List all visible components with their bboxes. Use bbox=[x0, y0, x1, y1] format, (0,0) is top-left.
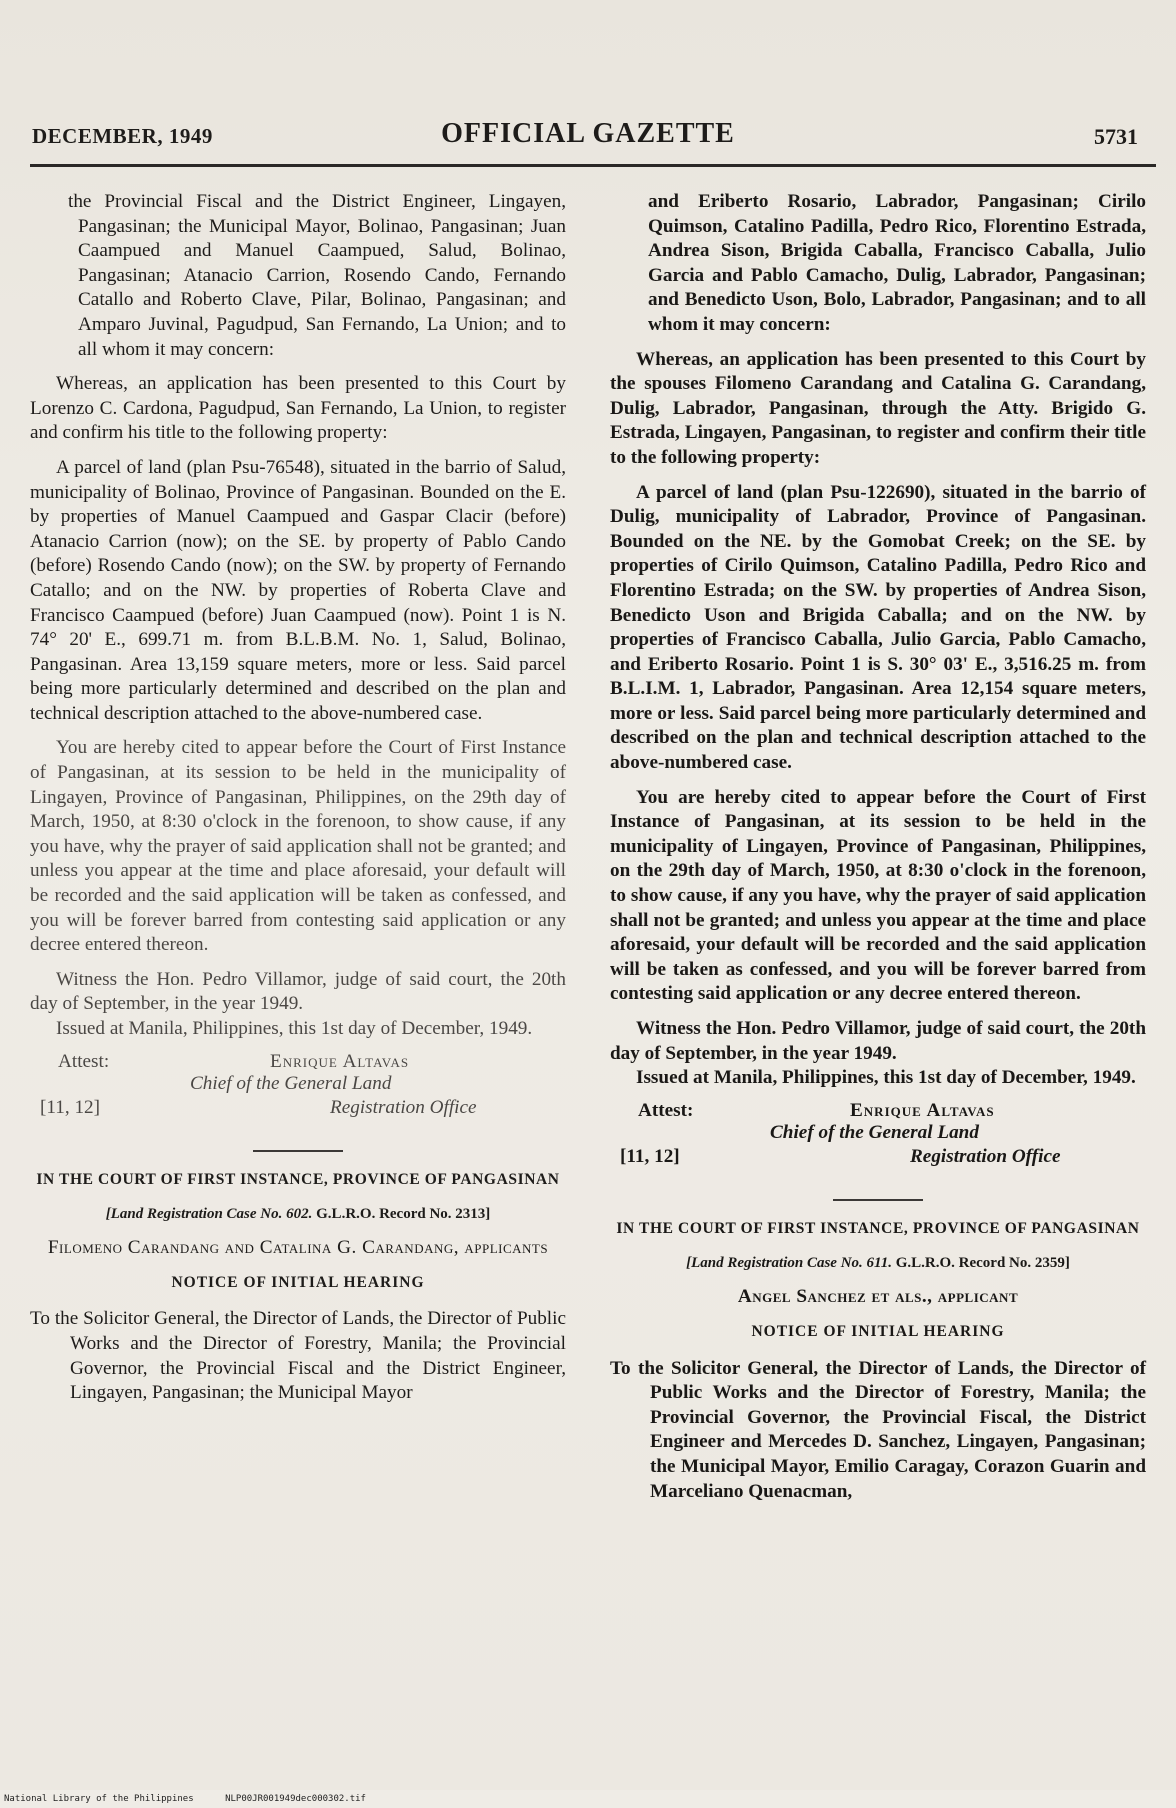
right-case-number: [Land Registration Case No. 611. bbox=[686, 1254, 892, 1271]
left-attest-chief: Chief of the General Land bbox=[190, 1072, 392, 1094]
right-witness-paragraph: Witness the Hon. Pedro Villamor, judge of said court, the 20th day of September, in the year 1949. bbox=[610, 1018, 1146, 1064]
left-court-heading: IN THE COURT OF FIRST INSTANCE, PROVINCE OF PANGASINAN bbox=[36, 1170, 560, 1188]
right-notice-heading: NOTICE OF INITIAL HEARING bbox=[751, 1322, 1005, 1340]
header-rule bbox=[30, 164, 1156, 167]
left-whereas-paragraph: Whereas, an application has been presented to this Court by Lorenzo C. Cardona, Pagudpud, San Fernando, La Union, to register and confirm his title to the following property: bbox=[30, 373, 566, 444]
left-column bbox=[30, 190, 566, 1406]
right-applicants: Angel Sanchez et als., applicant bbox=[737, 1286, 1019, 1308]
left-attest-office: Registration Office bbox=[330, 1096, 477, 1118]
right-parcel-paragraph: A parcel of land (plan Psu-122690), situated in the barrio of Dulig, municipality of Labrador, Province of Pangasinan. Bounded on the NE. by the Gomobat Creek; on the SE. by properties of Cirilo Quimson, Catalino Padilla, Pedro Rico and Florentino Estrada; on the SW. by properties of Andrea Sison, Benedicto Uson and Brigida Caballa; and on the NW. by properties of Francisco Caballa, Julio Garcia, Pablo Camacho, and Eriberto Rosario. Point 1 is S. 30° 03' E., 3,516.25 m. from B.L.I.M. 1, Labrador, Pangasinan. Area 12,154 square meters, more or less. Said parcel being more particularly determined and described on the plan and technical description attached to the above-numbered case. bbox=[610, 481, 1146, 774]
left-issued-paragraph: Issued at Manila, Philippines, this 1st day of December, 1949. bbox=[56, 1018, 533, 1039]
right-case-record: G.L.R.O. Record No. 2359] bbox=[895, 1254, 1070, 1271]
right-whereas-paragraph: Whereas, an application has been presented to this Court by the spouses Filomeno Carandang and Catalina G. Carandang, Dulig, Labrador, Pangasinan, through the Atty. Brigido G. Estrada, Lingayen, Pangasinan, to register and confirm their title to the following property: bbox=[610, 348, 1146, 468]
left-applicants: Filomeno Carandang and Catalina G. Carandang, applicants bbox=[47, 1237, 549, 1259]
left-citation-paragraph: You are hereby cited to appear before the Court of First Instance of Pangasinan, at its session to be held in the municipality of Lingayen, Province of Pangasinan, Philippines, on the 29th day of March, 1950, at 8:30 o'clock in the forenoon, to show cause, if any you have, why the prayer of said application shall not be granted; and unless you appear at the time and place aforesaid, your default will be recorded and the said application will be taken as confessed, and you will be forever barred from contesting said application or any decree entered thereon. bbox=[30, 737, 566, 956]
left-parcel-paragraph: A parcel of land (plan Psu-76548), situated in the barrio of Salud, municipality of Bolinao, Province of Pangasinan. Bounded on the E. by properties of Manuel Caampued and Gaspar Clacir (before) Atanacio Carrion (now); on the SE. by property of Pablo Cando (before) Rosendo Cando (now); on the SW. by property of Fernando Catallo; and on the NW. by properties of Roberta Clave and Francisco Caampued (before) Juan Caampued (now). Point 1 is N. 74° 20' E., 699.71 m. from B.L.B.M. No. 1, Salud, Bolinao, Pangasinan. Area 13,159 square meters, more or less. Said parcel being more particularly determined and described on the plan and technical description attached to the above-numbered case. bbox=[30, 456, 566, 724]
right-attest-block bbox=[610, 1099, 1146, 1177]
header-page-number: 5731 bbox=[1094, 124, 1138, 149]
left-attest-label: Attest: bbox=[58, 1050, 110, 1072]
left-case-line bbox=[30, 1202, 566, 1227]
left-to-paragraph: To the Solicitor General, the Director of Lands, the Director of Public Works and the Director of Forestry, Manila; the Provincial Governor, the Provincial Fiscal and the District Engineer, Lingayen, Pangasinan; the Municipal Mayor bbox=[30, 1308, 566, 1404]
right-citation-paragraph: You are hereby cited to appear before the Court of First Instance of Pangasinan, at its session to be held in the municipality of Lingayen, Province of Pangasinan, Philippines, on the 29th day of March, 1950, at 8:30 o'clock in the forenoon, to show cause, if any you have, why the prayer of said application shall not be granted; and unless you appear at the time and place aforesaid, your default will be recorded and the said application will be taken as confessed, and you will be forever barred from contesting said application or any decree entered thereon. bbox=[610, 786, 1146, 1005]
header-title: OFFICIAL GAZETTE bbox=[441, 118, 735, 149]
right-attest-chief: Chief of the General Land bbox=[770, 1121, 979, 1143]
left-attest-name: Enrique Altavas bbox=[270, 1050, 410, 1072]
right-issued-paragraph: Issued at Manila, Philippines, this 1st day of December, 1949. bbox=[636, 1067, 1136, 1089]
left-separator bbox=[253, 1150, 343, 1152]
left-attest-ref: [11, 12] bbox=[40, 1096, 101, 1118]
left-case-record: G.L.R.O. Record No. 2313] bbox=[316, 1205, 491, 1222]
right-case-line bbox=[610, 1251, 1146, 1276]
right-to-paragraph: To the Solicitor General, the Director of Lands, the Director of Public Works and the Director of Forestry, Manila; the Provincial Governor, the Provincial Fiscal, the District Engineer and Mercedes D. Sanchez, Lingayen, Pangasinan; the Municipal Mayor, Emilio Caragay, Corazon Guarin and Marceliano Quenacman, bbox=[610, 1357, 1146, 1502]
footer-library: National Library of the Philippines bbox=[4, 1794, 194, 1804]
left-address-block: the Provincial Fiscal and the District Engineer, Lingayen, Pangasinan; the Municipal Mayor, Bolinao, Pangasinan; Juan Caampued and Manuel Caampued, Salud, Bolinao, Pangasinan; Atanacio Carrion, Rosendo Cando, Fernando Catallo and Roberto Clave, Pilar, Bolinao, Pangasinan; and Amparo Juvinal, Pagudpud, San Fernando, La Union; and to all whom it may concern: bbox=[68, 191, 566, 360]
right-attest-name: Enrique Altavas bbox=[850, 1099, 995, 1121]
page-header bbox=[24, 112, 1152, 158]
right-column bbox=[610, 190, 1146, 1504]
left-case-number: [Land Registration Case No. 602. bbox=[105, 1205, 313, 1222]
left-attest-block bbox=[30, 1050, 566, 1128]
left-witness-paragraph: Witness the Hon. Pedro Villamor, judge of said court, the 20th day of September, in the year 1949. bbox=[30, 968, 566, 1015]
header-date: DECEMBER, 1949 bbox=[32, 124, 213, 148]
scan-footer bbox=[0, 1790, 1176, 1808]
left-notice-heading: NOTICE OF INITIAL HEARING bbox=[171, 1273, 425, 1291]
right-attest-label: Attest: bbox=[638, 1099, 694, 1121]
right-court-heading: IN THE COURT OF FIRST INSTANCE, PROVINCE OF PANGASINAN bbox=[616, 1219, 1140, 1237]
right-separator bbox=[833, 1199, 923, 1201]
right-address-block: and Eriberto Rosario, Labrador, Pangasinan; Cirilo Quimson, Catalino Padilla, Pedro Rico, Florentino Estrada, Andrea Sison, Brigida Caballa, Francisco Caballa, Julio Garcia and Pablo Camacho, Dulig, Labrador, Pangasinan; and Benedicto Uson, Bolo, Labrador, Pangasinan; and to all whom it may concern: bbox=[648, 191, 1146, 335]
footer-file: NLP00JR001949dec000302.tif bbox=[225, 1794, 366, 1804]
right-attest-ref: [11, 12] bbox=[620, 1145, 680, 1167]
right-attest-office: Registration Office bbox=[910, 1145, 1061, 1167]
